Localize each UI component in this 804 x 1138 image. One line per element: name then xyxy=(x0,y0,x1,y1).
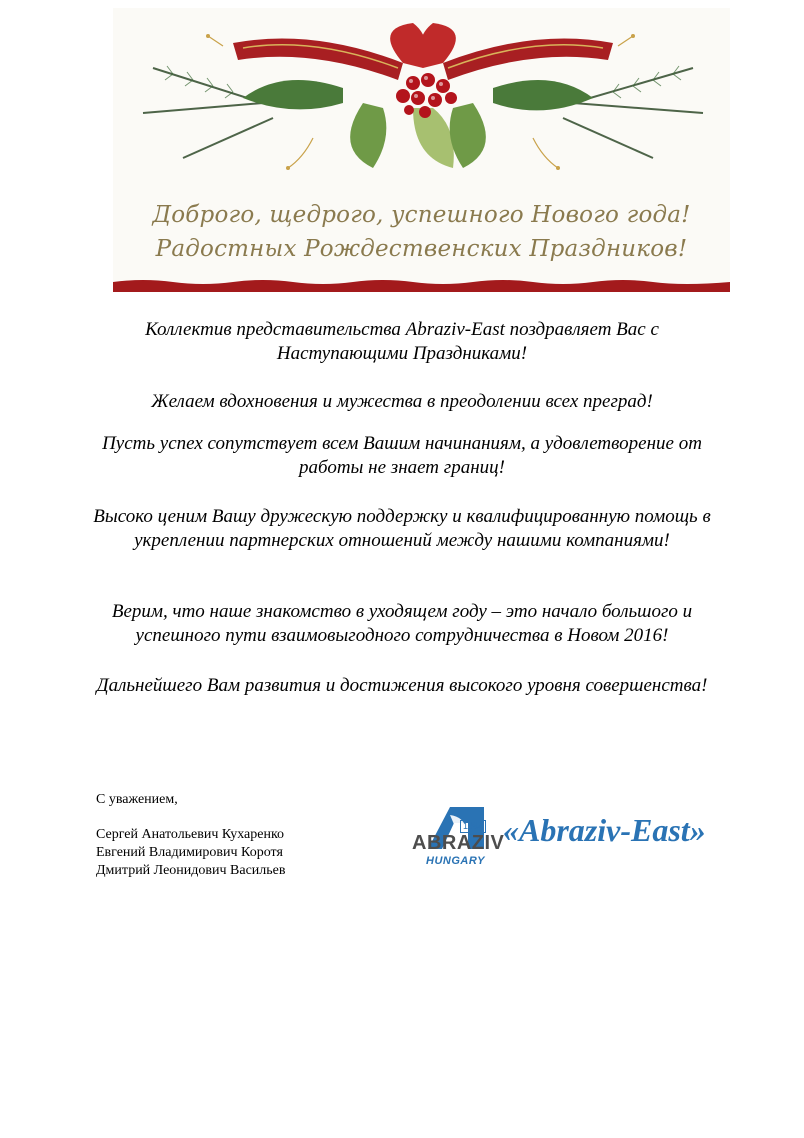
banner-greeting-line-1: Доброго, щедрого, успешного Нового года! xyxy=(152,202,691,228)
signature-greeting: С уважением, xyxy=(96,792,178,807)
logo-country-text: HUNGARY xyxy=(426,855,485,867)
holiday-banner xyxy=(113,8,730,292)
company-logo xyxy=(410,788,750,878)
signature-names xyxy=(96,826,286,880)
banner-greeting-line-2: Радостных Рождественских Праздников! xyxy=(155,236,688,262)
logo-brand-text: ABRAZIV xyxy=(412,832,505,854)
company-name: «Abraziv-East» xyxy=(503,812,706,848)
red-torn-border xyxy=(113,278,730,292)
appreciation-paragraph: Высоко ценим Вашу дружескую поддержку и квалифицированную помощь в укреплении партнерских отношений между нашими компаниями! xyxy=(93,506,711,551)
logo-year: 1984 xyxy=(460,820,486,833)
greeting-paragraph: Коллектив представительства Abraziv-East поздравляет Вас с Наступающими Праздниками! xyxy=(145,319,659,364)
cooperation-paragraph: Верим, что наше знакомство в уходящем году – это начало большого и успешного пути взаимовыгодного сотрудничества в Новом 2016! xyxy=(111,601,693,646)
success-paragraph: Пусть успех сопутствует всем Вашим начинаниям, а удовлетворение от работы не знает границ! xyxy=(102,433,702,478)
signatory-name: Евгений Владимирович Коротя xyxy=(96,845,283,860)
holly-garland-illustration xyxy=(113,8,730,198)
closing-wish-paragraph: Дальнейшего Вам развития и достижения высокого уровня совершенства! xyxy=(96,675,708,696)
signatory-name: Дмитрий Леонидович Васильев xyxy=(96,863,286,878)
wish-paragraph: Желаем вдохновения и мужества в преодолении всех преград! xyxy=(151,391,653,412)
signatory-name: Сергей Анатольевич Кухаренко xyxy=(96,827,285,842)
